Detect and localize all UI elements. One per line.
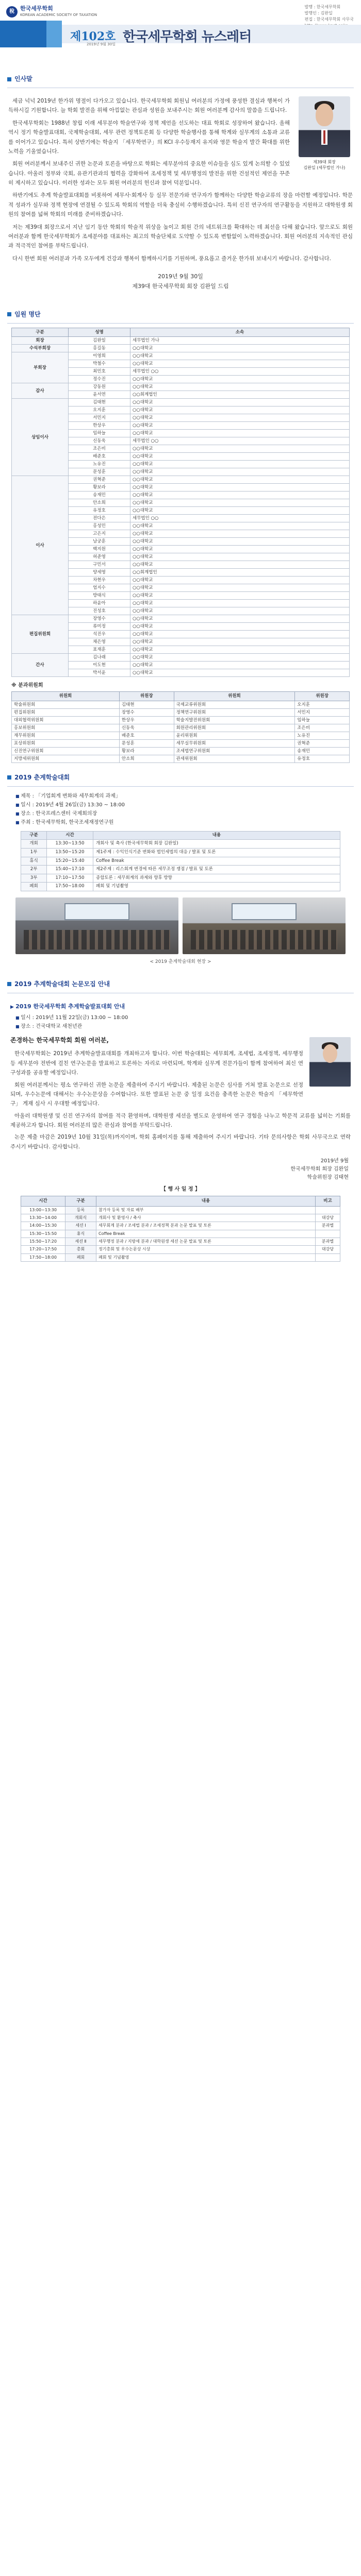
program-content: 제1주제 : 수익인식기준 변화와 법인세법의 대응 / 발표 및 토론 [93, 848, 340, 857]
event-detail: ■ 일시 : 2019년 4월 26일(금) 13:30 ~ 18:00 [15, 801, 346, 809]
logo-icon: 稅 [6, 6, 18, 18]
officer-affiliation: ○○대학교 [130, 352, 350, 360]
newsletter-title: 한국세무학회 뉴스레터 [123, 29, 252, 45]
officer-affiliation: ○○대학교 [130, 530, 350, 538]
table-row [12, 345, 350, 352]
committee-cell: 서민지 [295, 708, 350, 716]
officer-name: 백지원 [69, 546, 130, 553]
officer-affiliation: ○○대학교 [130, 484, 350, 492]
committee-cell: 임하늘 [295, 716, 350, 724]
officer-affiliation: ○○대학교 [130, 507, 350, 515]
schedule-part: 세션 Ⅱ [65, 1238, 96, 1246]
schedule-title: 【 행 사 일 정 】 [160, 1187, 201, 1193]
officer-name: 고은지 [69, 530, 130, 538]
committee-cell: 정책연구위원회 [174, 708, 295, 716]
schedule-time: 17:20~17:50 [21, 1246, 65, 1253]
committee-cell: 배준호 [119, 732, 174, 739]
call-signature [0, 1157, 361, 1182]
table-row [12, 352, 350, 360]
officer-name: 이도현 [69, 662, 130, 669]
portrait-caption [296, 159, 353, 171]
portrait-name: 김완일 (세무법인 가나) [303, 165, 346, 171]
committee-cell: 조세법연구위원회 [174, 747, 295, 755]
footer-space [0, 1272, 361, 1277]
officer-name: 표재훈 [69, 646, 130, 654]
table-row [12, 724, 350, 732]
greeting-signature: 제39대 한국세무학회 회장 김완일 드림 [132, 283, 229, 290]
section-header-org [0, 307, 361, 322]
schedule-content: 세무회계 분과 / 조세법 분과 / 조세정책 분과 논문 발표 및 토론 [96, 1222, 316, 1230]
schedule-part: 총회 [65, 1246, 96, 1253]
schedule-part: 세션 Ⅰ [65, 1222, 96, 1230]
program-part: 2부 [21, 866, 47, 874]
conference-photo [15, 897, 178, 954]
table-row [12, 701, 350, 708]
table-header: 내용 [96, 1196, 316, 1206]
table-header: 구분 [65, 1196, 96, 1206]
officer-name: 구민서 [69, 561, 130, 569]
program-part: 3부 [21, 874, 47, 883]
committee-cell: 안소희 [119, 755, 174, 762]
program-part: 개회 [21, 840, 47, 849]
officer-name: 김완일 [69, 337, 130, 345]
program-time: 17:50~18:00 [47, 883, 93, 891]
program-time: 13:50~15:20 [47, 848, 93, 857]
call-date: 2019년 9월 [320, 1158, 349, 1164]
program-content: 개회사 및 축사 (한국세무학회 회장 김완일) [93, 840, 340, 849]
officer-affiliation: ○○회계법인 [130, 391, 350, 399]
committee-cell: 오지훈 [295, 701, 350, 708]
table-row [12, 383, 350, 391]
fall-schedule-body [21, 1206, 340, 1262]
schedule-time: 17:50~18:00 [21, 1253, 65, 1261]
schedule-content: Coffee Break [96, 1230, 316, 1238]
schedule-note [316, 1230, 340, 1238]
schedule-time: 13:30~14:00 [21, 1214, 65, 1222]
officer-affiliation: ○○회계법인 [130, 569, 350, 577]
officer-affiliation: ○○대학교 [130, 646, 350, 654]
table-row [12, 615, 350, 623]
call-for-papers [0, 1033, 361, 1157]
program-time: 15:20~15:40 [47, 857, 93, 866]
event-detail: ■ 일시 : 2019년 11월 22일(금) 13:00 ~ 18:00 [15, 1013, 346, 1022]
greeting-paragraph: 한국세무학회는 1988년 창립 이래 세무분야 학술연구와 정책 제언을 선도하는 대표 학회로 성장하여 왔습니다. 올해 역시 정기 학술발표대회, 국제학술대회, 세무 관련 정책토론회 등 다양한 학술행사를 통해 학계와 실무계의 소통과 교류를 이어가고 있습니다. 특히 상반기에는 학술지 「세무학연구」의 KCI 우수등재지 유지와 영문 학술지 발간 확대를 위한 노력을 기울였습니다. [8, 120, 290, 155]
issue-number: 제102호 [70, 30, 116, 43]
divider [7, 786, 354, 787]
schedule-time: 13:00~13:30 [21, 1206, 65, 1214]
committee-cell: 신동욱 [119, 724, 174, 732]
committee-cell: 재무위원회 [12, 732, 120, 739]
call-paragraph: 회원 여러분께서는 평소 연구하신 귀한 논문을 제출하여 주시기 바랍니다. 제출된 논문은 심사를 거쳐 발표 논문으로 선정되며, 우수논문에 대해서는 우수논문상을 수여합니다. 또한 발표된 논문 중 일정 요건을 충족한 논문은 학술지 「세무학연구」 게재 심사 시 우대할 예정입니다. [10, 1081, 303, 1107]
committee-cell: 황보라 [119, 747, 174, 755]
officer-affiliation: ○○대학교 [130, 631, 350, 638]
program-time: 15:40~17:10 [47, 866, 93, 874]
table-row [12, 708, 350, 716]
committee-cell: 노유진 [295, 732, 350, 739]
event-detail: ■ 제목 : 「기업회계 변화와 세무회계의 과제」 [15, 792, 346, 801]
table-row [12, 716, 350, 724]
greeting-date: 2019년 9월 30일 [158, 273, 203, 280]
program-time: 13:30~13:50 [47, 840, 93, 849]
committee-cell: 학술지발전위원회 [174, 716, 295, 724]
officer-group: 수석부회장 [12, 345, 69, 352]
divider [7, 323, 354, 324]
officer-affiliation: 세무법인 가나 [130, 337, 350, 345]
schedule-part: 등록 [65, 1206, 96, 1214]
officer-affiliation: ○○대학교 [130, 592, 350, 600]
officer-name: 노유진 [69, 461, 130, 468]
officer-affiliation: ○○대학교 [130, 492, 350, 499]
square-bullet-icon [7, 982, 11, 986]
newsletter-page [0, 0, 361, 1277]
officer-group: 회장 [12, 337, 69, 345]
officer-name: 조은비 [69, 445, 130, 453]
schedule-content: 개회사 및 환영사 / 축사 [96, 1214, 316, 1222]
call-paragraph: 한국세무학회는 2019년 추계학술발표대회를 개최하고자 합니다. 이번 학술대회는 세무회계, 조세법, 조세정책, 세무행정 등 세무분야 전반에 걸친 연구논문을 발표하고 토론하는 자리로 마련되며, 학계와 실무계 전문가들이 함께 참여하여 최신 연구성과를 공유할 예정입니다. [10, 1050, 303, 1076]
spring-event-details [0, 791, 361, 829]
fall-schedule-wrap [0, 1182, 361, 1272]
schedule-part: 개회식 [65, 1214, 96, 1222]
officer-group: 상임이사 [12, 399, 69, 476]
officer-name: 황보라 [69, 484, 130, 492]
officer-affiliation: 세무법인 ○○ [130, 368, 350, 376]
newsletter-header [0, 0, 361, 64]
officer-name: 서민지 [69, 414, 130, 422]
schedule-content: 참가자 등록 및 자료 배부 [96, 1206, 316, 1214]
officer-affiliation: ○○대학교 [130, 360, 350, 368]
section-title: 인사말 [14, 75, 32, 82]
call-paragraph: 논문 제출 마감은 2019년 10월 31일(목)까지이며, 학회 홈페이지를 통해 제출하여 주시기 바랍니다. 기타 문의사항은 학회 사무국으로 연락 주시기 바랍니다. 감사합니다. [10, 1134, 351, 1150]
schedule-content: 세무행정 분과 / 지방세 분과 / 대학원생 세션 논문 발표 및 토론 [96, 1238, 316, 1246]
officer-name: 박서윤 [69, 669, 130, 677]
committee-cell: 신진연구위원회 [12, 747, 120, 755]
officer-affiliation: ○○대학교 [130, 406, 350, 414]
society-logo [6, 5, 97, 18]
table-row [21, 1253, 340, 1261]
logo-sub: KOREAN ACADEMIC SOCIETY OF TAXATION [20, 13, 97, 18]
table-row [21, 883, 340, 891]
square-bullet-icon [7, 312, 11, 316]
officer-name: 최민호 [69, 368, 130, 376]
event-photos [0, 893, 361, 958]
committee-table-body [12, 701, 350, 762]
table-row [12, 399, 350, 406]
officer-affiliation: ○○대학교 [130, 600, 350, 607]
table-row [12, 739, 350, 747]
banner-block [0, 21, 46, 47]
portrait-role: 제39대 회장 [313, 160, 336, 164]
banner-accent [46, 21, 62, 47]
table-header: 위원장 [295, 691, 350, 701]
officer-name: 유정호 [69, 507, 130, 515]
officer-affiliation: ○○대학교 [130, 561, 350, 569]
officer-affiliation: ○○대학교 [130, 445, 350, 453]
committee-title: ※ 분과위원회 [11, 683, 43, 689]
officer-affiliation: ○○대학교 [130, 522, 350, 530]
officer-affiliation: ○○대학교 [130, 468, 350, 476]
officer-affiliation: ○○대학교 [130, 584, 350, 592]
officer-name: 장영수 [69, 615, 130, 623]
officer-affiliation: ○○대학교 [130, 607, 350, 615]
officer-affiliation: ○○대학교 [130, 376, 350, 383]
table-header: 시간 [47, 831, 93, 840]
call-paragraph: 아울러 대학원생 및 신진 연구자의 참여를 적극 환영하며, 대학원생 세션을 별도로 운영하여 연구 경험을 나누고 학문적 교류를 넓히는 기회를 제공하고자 합니다. 회원 여러분의 많은 관심과 참여를 부탁드립니다. [10, 1112, 351, 1129]
officer-affiliation: ○○대학교 [130, 669, 350, 677]
officer-name: 김나래 [69, 654, 130, 662]
issue-date: 2019년 9월 30일 [87, 42, 116, 46]
table-header: 비고 [316, 1196, 340, 1206]
committee-cell: 윤리위원회 [174, 732, 295, 739]
section-header-spring-conference [0, 770, 361, 785]
program-time: 17:10~17:50 [47, 874, 93, 883]
table-row [21, 1222, 340, 1230]
officer-name: 오지훈 [69, 406, 130, 414]
committee-cell: 편집위원회 [12, 708, 120, 716]
table-header: 구분 [12, 328, 69, 337]
greeting-body [0, 92, 361, 300]
officer-name: 류미정 [69, 623, 130, 631]
schedule-time: 15:50~17:20 [21, 1238, 65, 1246]
officer-name: 석진우 [69, 631, 130, 638]
committee-cell: 지방세위원회 [12, 755, 120, 762]
committee-cell: 포상위원회 [12, 739, 120, 747]
program-content: 종합토론 : 세무회계의 과제와 향후 방향 [93, 874, 340, 883]
committee-cell: 홍보위원회 [12, 724, 120, 732]
table-row [12, 747, 350, 755]
schedule-note [316, 1206, 340, 1214]
officer-name: 엄지수 [69, 584, 130, 592]
table-row [21, 848, 340, 857]
program-content: 폐회 및 기념촬영 [93, 883, 340, 891]
conference-photo [183, 897, 346, 954]
officer-name: 송재민 [69, 492, 130, 499]
officer-affiliation: ○○대학교 [130, 453, 350, 461]
officer-affiliation: ○○대학교 [130, 577, 350, 584]
officers-table-body [12, 337, 350, 677]
committee-cell: 송재민 [295, 747, 350, 755]
officer-name: 정수진 [69, 376, 130, 383]
officer-group: 편집위원회 [12, 615, 69, 654]
program-content: Coffee Break [93, 857, 340, 866]
officer-group: 이사 [12, 476, 69, 615]
program-part: 휴식 [21, 857, 47, 866]
officer-affiliation: ○○대학교 [130, 638, 350, 646]
committee-cell: 회원관리위원회 [174, 724, 295, 732]
schedule-note [316, 1253, 340, 1261]
officer-name: 윤서연 [69, 391, 130, 399]
officer-name: 김태현 [69, 399, 130, 406]
table-row [21, 1238, 340, 1246]
officer-affiliation: ○○대학교 [130, 383, 350, 391]
schedule-note: 대강당 [316, 1214, 340, 1222]
greeting-paragraph: 회원 여러분께서 보내주신 귀한 논문과 토론을 바탕으로 학회는 세무분야의 중요한 이슈들을 심도 있게 논의할 수 있었습니다. 아울러 정부와 국회, 유관기관과의 협력을 강화하여 조세정책 및 세무행정의 발전을 위한 건설적인 제언을 꾸준히 제시하고 있습니다. 이러한 성과는 모두 회원 여러분의 헌신과 참여 덕분입니다. [8, 161, 290, 186]
officer-name: 허준영 [69, 553, 130, 561]
officer-group: 간사 [12, 654, 69, 677]
section-title: 2019 추계학술대회 논문모집 안내 [14, 980, 110, 988]
section-title: 2019 춘계학술대회 [14, 773, 70, 781]
schedule-note: 분과별 [316, 1222, 340, 1230]
program-part: 폐회 [21, 883, 47, 891]
committee-cell: 김태현 [119, 701, 174, 708]
publisher-line: 편집 : 한국세무학회 사무국 [304, 17, 354, 22]
officer-affiliation: ○○대학교 [130, 414, 350, 422]
officer-name: 배준호 [69, 453, 130, 461]
spring-program-wrap [0, 829, 361, 893]
officer-name: 차현우 [69, 577, 130, 584]
officer-name: 진성호 [69, 607, 130, 615]
committee-cell: 세무실무위원회 [174, 739, 295, 747]
event-detail: ■ 장소 : 건국대학교 새천년관 [15, 1022, 346, 1031]
table-row [21, 1214, 340, 1222]
greeting-paragraph: 저는 제39대 회장으로서 지난 임기 동안 학회의 학술적 위상을 높이고 회원 간의 네트워크를 확대하는 데 최선을 다해 왔습니다. 앞으로도 회원 여러분과 함께 한국세무학회가 조세분야를 대표하는 최고의 학술단체로 도약할 수 있도록 변함없이 노력하겠습니다. 회원 여러분의 지속적인 관심과 적극적인 참여를 부탁드립니다. [8, 224, 353, 249]
officer-affiliation: ○○대학교 [130, 623, 350, 631]
program-part: 1부 [21, 848, 47, 857]
program-content: 제2주제 : 리스회계 변경에 따른 세무조정 쟁점 / 발표 및 토론 [93, 866, 340, 874]
spring-program-table [21, 831, 340, 891]
officer-name: 홍성민 [69, 522, 130, 530]
table-row [21, 840, 340, 849]
fall-conference-subtitle: ▶ 2019 한국세무학회 추계학술발표대회 안내 [0, 997, 361, 1013]
table-header: 내용 [93, 831, 340, 840]
call-title: 존경하는 한국세무학회 회원 여러분, [10, 1037, 109, 1044]
officer-affiliation: ○○대학교 [130, 499, 350, 507]
photo-caption: < 2019 춘계학술대회 현장 > [150, 959, 211, 964]
event-detail: ■ 장소 : 한국프레스센터 국제회의장 [15, 809, 346, 818]
committee-cell: 유정호 [295, 755, 350, 762]
officer-affiliation: ○○대학교 [130, 538, 350, 546]
officer-name: 남궁훈 [69, 538, 130, 546]
officer-name: 방태식 [69, 592, 130, 600]
officer-name: 하윤아 [69, 600, 130, 607]
schedule-time: 15:30~15:50 [21, 1230, 65, 1238]
chair-portrait [309, 1037, 351, 1087]
officer-name: 양세영 [69, 569, 130, 577]
officer-name: 홍길동 [69, 345, 130, 352]
officer-affiliation: ○○대학교 [130, 654, 350, 662]
officer-group: 감사 [12, 383, 69, 399]
officer-name: 박철수 [69, 360, 130, 368]
committee-cell: 한상우 [119, 716, 174, 724]
officer-name: 채은영 [69, 638, 130, 646]
officer-affiliation: ○○대학교 [130, 546, 350, 553]
greeting-paragraph: 하반기에도 추계 학술발표대회를 비롯하여 세무사·회계사 등 실무 전문가와 연구자가 함께하는 다양한 학술교류의 장을 마련할 예정입니다. 학문적 성과가 실무와 정책 현장에 연결될 수 있도록 학회의 역할을 더욱 충실히 수행하겠습니다. 특히 신진 연구자의 연구활동을 지원하고 대학원생 회원의 참여를 넓혀 학회의 미래를 준비하겠습니다. [8, 192, 353, 218]
officer-affiliation: 세무법인 ○○ [130, 515, 350, 522]
committee-cell: 학술위원회 [12, 701, 120, 708]
schedule-time: 14:00~15:30 [21, 1222, 65, 1230]
table-header: 위원회 [174, 691, 295, 701]
officer-affiliation: ○○대학교 [130, 399, 350, 406]
committee-cell: 국제교류위원회 [174, 701, 295, 708]
table-row [12, 755, 350, 762]
logo-text: 한국세무학회 [20, 5, 53, 12]
officer-name: 안소희 [69, 499, 130, 507]
schedule-note: 대강당 [316, 1246, 340, 1253]
officer-affiliation: 세무법인 ○○ [130, 437, 350, 445]
call-signer: 한국세무학회 회장 김완일 [290, 1166, 349, 1173]
committee-cell: 권혁준 [295, 739, 350, 747]
officer-name: 이영희 [69, 352, 130, 360]
committee-cell: 장영수 [119, 708, 174, 716]
officer-affiliation: ○○대학교 [130, 345, 350, 352]
table-header: 위원회 [12, 691, 120, 701]
table-row [12, 476, 350, 484]
table-header: 구분 [21, 831, 47, 840]
schedule-note: 분과별 [316, 1238, 340, 1246]
committee-table-wrap [0, 691, 361, 763]
greeting-paragraph: 세금 넉넉 2019년 한가위 명절이 다가오고 있습니다. 한국세무학회 회원님 여러분의 가정에 풍성한 결실과 행복이 가득하시길 기원합니다. 늘 학회 발전을 위해 아낌없는 관심과 성원을 보내주시는 회원 여러분께 감사의 말씀을 드립니다. [8, 98, 290, 114]
officer-affiliation: ○○대학교 [130, 553, 350, 561]
officer-group: 부회장 [12, 352, 69, 383]
table-row [21, 1206, 340, 1214]
committee-cell: 관세위원회 [174, 755, 295, 762]
table-row [21, 1230, 340, 1238]
officer-affiliation: ○○대학교 [130, 422, 350, 430]
section-title: 임원 명단 [14, 310, 41, 318]
greeting-paragraph: 다시 한번 회원 여러분과 가족 모두에게 건강과 행복이 함께하시기를 기원하며, 풍요롭고 즐거운 한가위 보내시기 바랍니다. 감사합니다. [12, 255, 331, 262]
table-header: 소속 [130, 328, 350, 337]
committee-cell: 조은비 [295, 724, 350, 732]
table-row [21, 874, 340, 883]
publisher-line: 발행 : 한국세무학회 [304, 5, 341, 9]
officer-name: 임하늘 [69, 430, 130, 437]
table-header: 시간 [21, 1196, 65, 1206]
table-row [21, 1246, 340, 1253]
schedule-part: 폐회 [65, 1253, 96, 1261]
officers-table [11, 328, 350, 677]
square-bullet-icon [7, 77, 11, 81]
schedule-part: 휴식 [65, 1230, 96, 1238]
officer-affiliation: ○○대학교 [130, 461, 350, 468]
officer-affiliation: ○○대학교 [130, 430, 350, 437]
event-detail: ■ 주최 : 한국세무학회, 한국조세재정연구원 [15, 818, 346, 827]
portrait-photo [299, 96, 350, 157]
section-header-greeting [0, 72, 361, 87]
president-portrait [296, 96, 353, 171]
table-row [12, 654, 350, 662]
schedule-content: 정기총회 및 우수논문상 시상 [96, 1246, 316, 1253]
section-header-fall-conference [0, 977, 361, 992]
table-row [12, 337, 350, 345]
officer-name: 강동원 [69, 383, 130, 391]
officer-affiliation: ○○대학교 [130, 662, 350, 669]
fall-schedule-table [21, 1196, 340, 1262]
fall-event-details [0, 1012, 361, 1033]
spring-program-body [21, 840, 340, 891]
officer-affiliation: ○○대학교 [130, 615, 350, 623]
schedule-content: 폐회 및 기념촬영 [96, 1253, 316, 1261]
committee-table [11, 691, 350, 763]
officer-affiliation: ○○대학교 [130, 476, 350, 484]
officer-name: 권혁준 [69, 476, 130, 484]
table-row [21, 857, 340, 866]
table-header: 성명 [69, 328, 130, 337]
officer-name: 문성훈 [69, 468, 130, 476]
call-signer: 학술위원장 김태현 [307, 1175, 349, 1181]
publisher-line: 발행인 : 김완일 [304, 11, 333, 15]
committee-cell: 문성훈 [119, 739, 174, 747]
org-table-wrap [0, 328, 361, 677]
officer-name: 한상우 [69, 422, 130, 430]
square-bullet-icon [7, 775, 11, 779]
table-header: 위원장 [119, 691, 174, 701]
table-row [21, 866, 340, 874]
officer-name: 전다은 [69, 515, 130, 522]
table-row [12, 732, 350, 739]
committee-cell: 대외협력위원회 [12, 716, 120, 724]
officer-name: 신동욱 [69, 437, 130, 445]
